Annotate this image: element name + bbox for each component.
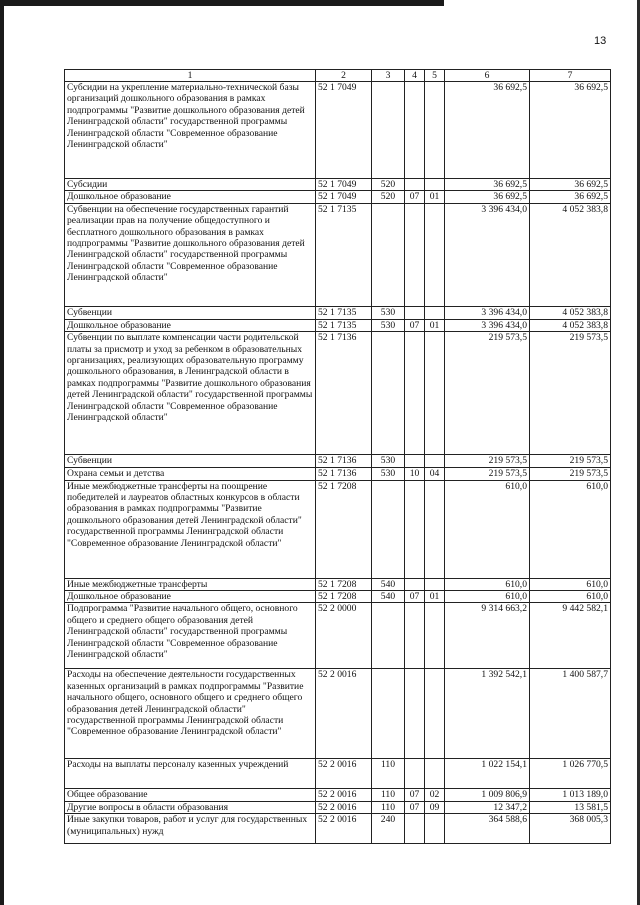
row-pr-cell [425, 179, 445, 191]
row-vr-cell: 110 [372, 759, 405, 789]
row-sum2-cell: 4 052 383,8 [530, 203, 611, 306]
row-name-cell: Иные межбюджетные трансферты на поощрение победителей и лауреатов областных конкурсов в области образования в рамках подпрограммы "Развитие дошкольного образования детей Ленинградской области" государственной программы Ленинградской области "Современное образование Ленинградской области" [65, 480, 316, 578]
row-name-cell: Субвенции на обеспечение государственных гарантий реализации прав на получение общедоступного и бесплатного дошкольного образования в рамках подпрограммы "Развитие дошкольного образования детей Ленинградской области" государственной программы Ленинградской области "Современное образование Ленинградской области" [65, 203, 316, 306]
row-rz-cell [405, 179, 425, 191]
row-name-cell: Субвенции [65, 306, 316, 319]
row-pr-cell [425, 759, 445, 789]
table-row [65, 603, 611, 669]
row-name-cell: Дошкольное образование [65, 319, 316, 331]
header-cell: 4 [405, 70, 425, 82]
table-row [65, 179, 611, 191]
header-cell: 1 [65, 70, 316, 82]
budget-table [64, 69, 611, 844]
row-code-cell: 52 1 7208 [316, 480, 372, 578]
row-sum1-cell: 1 392 542,1 [445, 669, 530, 759]
row-pr-cell: 09 [425, 801, 445, 813]
row-pr-cell: 04 [425, 468, 445, 480]
row-vr-cell: 520 [372, 179, 405, 191]
row-vr-cell: 530 [372, 319, 405, 331]
row-sum1-cell: 12 347,2 [445, 801, 530, 813]
table-row [65, 319, 611, 331]
row-vr-cell [372, 669, 405, 759]
table-row [65, 669, 611, 759]
row-sum2-cell: 610,0 [530, 578, 611, 590]
row-sum2-cell: 219 573,5 [530, 455, 611, 468]
row-name-cell: Иные закупки товаров, работ и услуг для государственных (муниципальных) нужд [65, 814, 316, 844]
row-code-cell: 52 1 7049 [316, 191, 372, 203]
row-sum1-cell: 3 396 434,0 [445, 203, 530, 306]
row-code-cell: 52 1 7135 [316, 306, 372, 319]
row-sum2-cell: 219 573,5 [530, 332, 611, 455]
row-pr-cell [425, 82, 445, 179]
row-rz-cell: 07 [405, 789, 425, 801]
header-cell: 2 [316, 70, 372, 82]
header-cell: 3 [372, 70, 405, 82]
row-vr-cell: 530 [372, 455, 405, 468]
row-sum2-cell: 219 573,5 [530, 468, 611, 480]
row-sum2-cell: 4 052 383,8 [530, 319, 611, 331]
row-rz-cell: 07 [405, 801, 425, 813]
row-rz-cell [405, 669, 425, 759]
row-rz-cell [405, 603, 425, 669]
row-code-cell: 52 1 7135 [316, 203, 372, 306]
row-pr-cell: 01 [425, 319, 445, 331]
row-rz-cell: 07 [405, 319, 425, 331]
row-sum1-cell: 3 396 434,0 [445, 306, 530, 319]
row-code-cell: 52 1 7135 [316, 319, 372, 331]
row-sum1-cell: 610,0 [445, 480, 530, 578]
row-vr-cell [372, 603, 405, 669]
row-rz-cell: 07 [405, 591, 425, 603]
scan-border-top [0, 0, 444, 6]
row-code-cell: 52 2 0016 [316, 789, 372, 801]
row-sum2-cell: 36 692,5 [530, 179, 611, 191]
row-pr-cell [425, 814, 445, 844]
row-sum2-cell: 610,0 [530, 480, 611, 578]
header-cell: 5 [425, 70, 445, 82]
row-sum1-cell: 1 009 806,9 [445, 789, 530, 801]
row-name-cell: Подпрограмма "Развитие начального общего, основного общего и среднего общего образования детей Ленинградской области" государственной программы Ленинградской области "Современное образование Ленинградской области" [65, 603, 316, 669]
row-pr-cell: 01 [425, 191, 445, 203]
row-code-cell: 52 2 0016 [316, 801, 372, 813]
row-vr-cell: 540 [372, 591, 405, 603]
row-sum1-cell: 219 573,5 [445, 332, 530, 455]
row-sum2-cell: 9 442 582,1 [530, 603, 611, 669]
row-name-cell: Другие вопросы в области образования [65, 801, 316, 813]
scan-border-left [0, 0, 4, 905]
row-code-cell: 52 2 0016 [316, 759, 372, 789]
table-row [65, 332, 611, 455]
row-code-cell: 52 2 0016 [316, 669, 372, 759]
row-rz-cell [405, 578, 425, 590]
row-vr-cell: 530 [372, 306, 405, 319]
row-sum2-cell: 610,0 [530, 591, 611, 603]
row-code-cell: 52 1 7136 [316, 455, 372, 468]
row-sum1-cell: 36 692,5 [445, 82, 530, 179]
row-sum2-cell: 368 005,3 [530, 814, 611, 844]
row-sum1-cell: 219 573,5 [445, 468, 530, 480]
row-sum2-cell: 13 581,5 [530, 801, 611, 813]
row-pr-cell [425, 480, 445, 578]
table-row [65, 306, 611, 319]
row-code-cell: 52 1 7208 [316, 578, 372, 590]
row-name-cell: Дошкольное образование [65, 591, 316, 603]
row-rz-cell [405, 82, 425, 179]
row-pr-cell [425, 603, 445, 669]
row-vr-cell: 110 [372, 789, 405, 801]
table-row [65, 191, 611, 203]
row-name-cell: Субвенции по выплате компенсации части родительской платы за присмотр и уход за ребенком в образовательных организациях, реализующих образовательную программу дошкольного образования, в Ленинградской области в рамках подпрограммы "Развитие дошкольного образования детей Ленинградской области" государственной программы Ленинградской области "Современное образование Ленинградской области" [65, 332, 316, 455]
row-sum2-cell: 36 692,5 [530, 82, 611, 179]
header-cell: 6 [445, 70, 530, 82]
row-sum1-cell: 364 588,6 [445, 814, 530, 844]
row-name-cell: Субсидии [65, 179, 316, 191]
table-row [65, 82, 611, 179]
row-code-cell: 52 2 0016 [316, 814, 372, 844]
row-vr-cell: 520 [372, 191, 405, 203]
row-sum1-cell: 1 022 154,1 [445, 759, 530, 789]
row-name-cell: Иные межбюджетные трансферты [65, 578, 316, 590]
row-sum2-cell: 1 400 587,7 [530, 669, 611, 759]
row-code-cell: 52 1 7049 [316, 179, 372, 191]
row-rz-cell [405, 203, 425, 306]
row-name-cell: Дошкольное образование [65, 191, 316, 203]
row-name-cell: Субсидии на укрепление материально-технической базы организаций дошкольного образования в рамках подпрограммы "Развитие дошкольного образования детей Ленинградской области" государственной программы Ленинградской области "Современное образование Ленинградской области" [65, 82, 316, 179]
table-row [65, 789, 611, 801]
row-name-cell: Субвенции [65, 455, 316, 468]
row-pr-cell [425, 203, 445, 306]
row-pr-cell [425, 306, 445, 319]
table-header-row [65, 70, 611, 82]
row-pr-cell [425, 332, 445, 455]
row-sum1-cell: 36 692,5 [445, 191, 530, 203]
row-vr-cell [372, 480, 405, 578]
row-rz-cell [405, 455, 425, 468]
table-row [65, 801, 611, 813]
row-sum1-cell: 9 314 663,2 [445, 603, 530, 669]
row-vr-cell: 530 [372, 468, 405, 480]
row-sum1-cell: 610,0 [445, 578, 530, 590]
table-row [65, 591, 611, 603]
row-rz-cell: 07 [405, 191, 425, 203]
row-vr-cell [372, 332, 405, 455]
row-rz-cell [405, 759, 425, 789]
row-rz-cell [405, 332, 425, 455]
table-row [65, 203, 611, 306]
row-pr-cell [425, 578, 445, 590]
row-code-cell: 52 1 7208 [316, 591, 372, 603]
table-row [65, 759, 611, 789]
header-cell: 7 [530, 70, 611, 82]
row-name-cell: Общее образование [65, 789, 316, 801]
page-number: 13 [594, 35, 607, 47]
row-sum1-cell: 610,0 [445, 591, 530, 603]
row-rz-cell [405, 480, 425, 578]
row-rz-cell [405, 306, 425, 319]
row-rz-cell [405, 814, 425, 844]
row-sum1-cell: 219 573,5 [445, 455, 530, 468]
row-sum1-cell: 36 692,5 [445, 179, 530, 191]
row-code-cell: 52 1 7136 [316, 468, 372, 480]
row-sum1-cell: 3 396 434,0 [445, 319, 530, 331]
row-vr-cell [372, 203, 405, 306]
row-vr-cell: 110 [372, 801, 405, 813]
row-pr-cell: 01 [425, 591, 445, 603]
row-vr-cell: 540 [372, 578, 405, 590]
row-vr-cell [372, 82, 405, 179]
row-code-cell: 52 1 7049 [316, 82, 372, 179]
table-row [65, 578, 611, 590]
row-name-cell: Расходы на выплаты персоналу казенных учреждений [65, 759, 316, 789]
row-sum2-cell: 4 052 383,8 [530, 306, 611, 319]
row-vr-cell: 240 [372, 814, 405, 844]
row-code-cell: 52 1 7136 [316, 332, 372, 455]
row-code-cell: 52 2 0000 [316, 603, 372, 669]
table-row [65, 455, 611, 468]
row-name-cell: Охрана семьи и детства [65, 468, 316, 480]
row-pr-cell: 02 [425, 789, 445, 801]
table-row [65, 480, 611, 578]
row-sum2-cell: 36 692,5 [530, 191, 611, 203]
row-rz-cell: 10 [405, 468, 425, 480]
row-sum2-cell: 1 026 770,5 [530, 759, 611, 789]
row-name-cell: Расходы на обеспечение деятельности государственных казенных организаций в рамках подпрограммы "Развитие начального общего, основного общего и среднего общего образования детей Ленинградской области" государственной программы Ленинградской области "Современное образование Ленинградской области" [65, 669, 316, 759]
table-row [65, 468, 611, 480]
row-pr-cell [425, 669, 445, 759]
row-pr-cell [425, 455, 445, 468]
row-sum2-cell: 1 013 189,0 [530, 789, 611, 801]
table-row [65, 814, 611, 844]
